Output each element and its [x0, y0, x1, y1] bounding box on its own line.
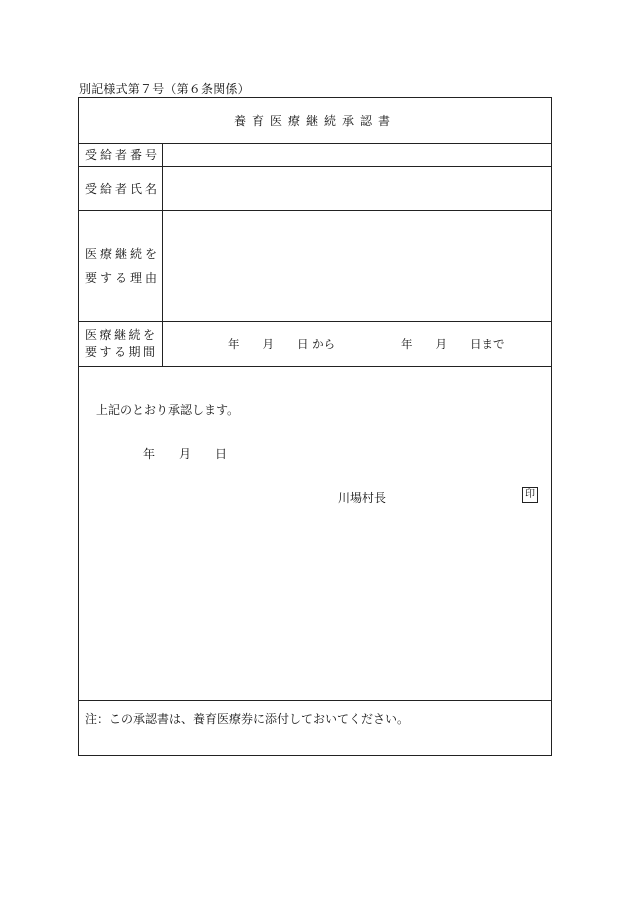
form-number-note: 別記様式第７号（第６条関係） [79, 82, 250, 96]
recipient-name-row [79, 167, 551, 211]
recipient-name-field[interactable] [163, 167, 551, 210]
period-field[interactable] [163, 322, 551, 366]
note-row [79, 701, 551, 755]
period-to-text: 年 月 日まで [401, 337, 505, 351]
reason-label-line1: 医療継続を [85, 247, 161, 261]
note-text: 注：この承認書は、養育医療券に添付しておいてください。 [85, 712, 410, 726]
period-row [79, 322, 551, 367]
period-from-text: 年 月 日 から [228, 337, 336, 351]
recipient-name-label [79, 167, 163, 210]
signer-title: 川場村長 [338, 491, 387, 505]
period-label-line1: 医療継続を [85, 328, 158, 342]
period-label [79, 322, 163, 366]
reason-row [79, 211, 551, 322]
period-label-line2: 要する期間 [85, 345, 158, 359]
recipient-number-label-text: 受給者番号 [85, 148, 161, 162]
approval-statement: 上記のとおり承認します。 [96, 403, 240, 417]
reason-label-line2: 要する理由 [85, 271, 161, 285]
seal-mark: 印 [522, 487, 538, 503]
approval-section [79, 367, 551, 701]
approval-form [78, 97, 552, 756]
recipient-number-field[interactable] [163, 144, 551, 166]
recipient-name-label-text: 受給者氏名 [85, 181, 161, 196]
reason-label [79, 211, 163, 321]
recipient-number-row [79, 144, 551, 167]
form-title: 養育医療継続承認書 [233, 114, 396, 128]
approval-date: 年 月 日 [143, 447, 228, 461]
reason-field[interactable] [163, 211, 551, 321]
title-row [79, 98, 551, 144]
recipient-number-label [79, 144, 163, 166]
